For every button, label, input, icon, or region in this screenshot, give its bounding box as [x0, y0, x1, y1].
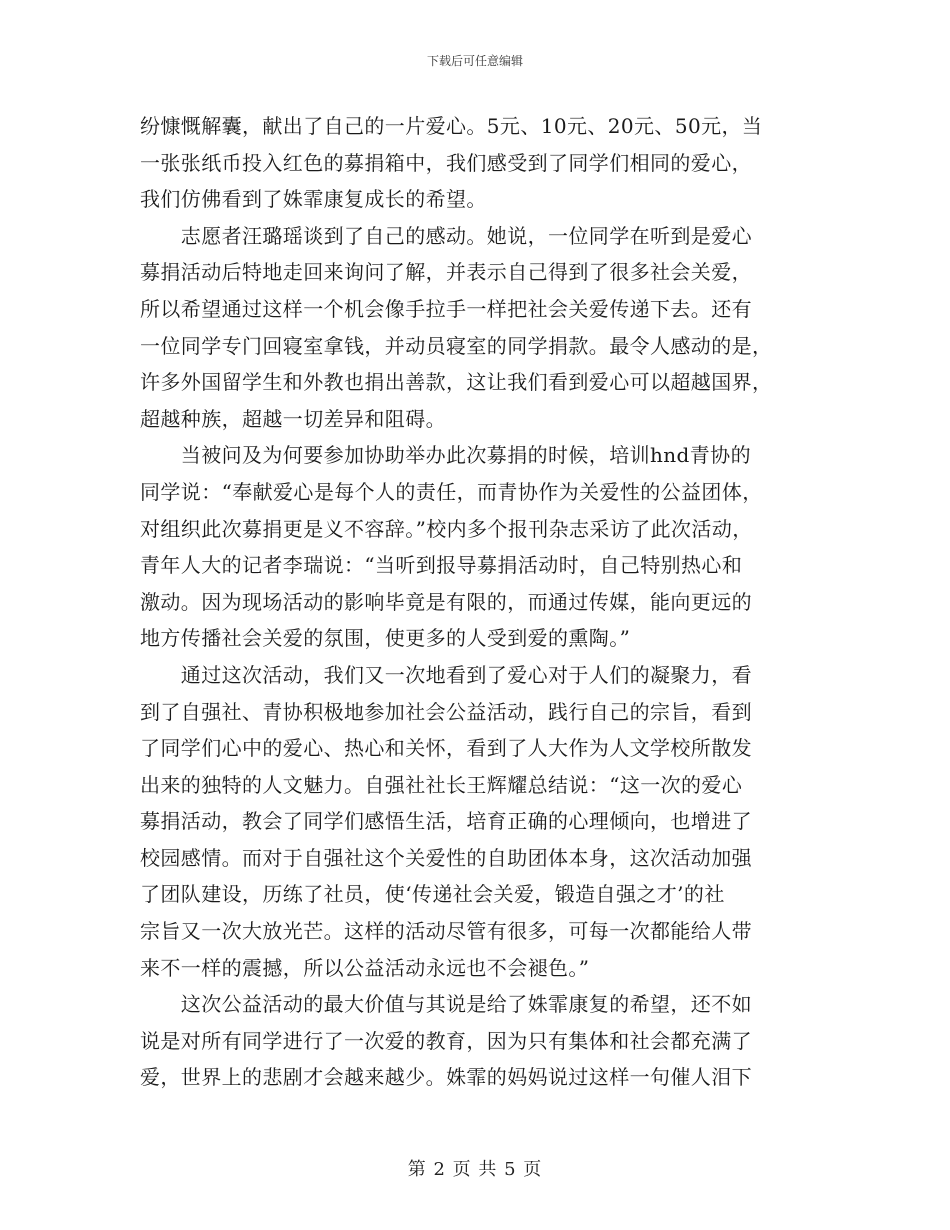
- paragraph-2: [140, 218, 808, 438]
- paragraph-4: [140, 657, 808, 986]
- text-line: 来不一样的震撼，所以公益活动永远也不会褪色。”: [140, 955, 590, 980]
- text-line: 志愿者汪璐瑶谈到了自己的感动。她说，一位同学在听到是爱心: [140, 223, 752, 248]
- text-line: 对组织此次募捐更是义不容辞。”校内多个报刊杂志采访了此次活动，: [140, 516, 753, 541]
- text-line: 这次公益活动的最大价值与其说是给了姝霏康复的希望，还不如: [140, 992, 752, 1017]
- paragraph-3: [140, 437, 808, 657]
- text-line: 通过这次活动，我们又一次地看到了爱心对于人们的凝聚力，看: [140, 662, 752, 687]
- text-line: 当被问及为何要参加协助举办此次募捐的时候，培训hnd青协的: [140, 443, 751, 468]
- text-line: 出来的独特的人文魅力。自强社社长王辉耀总结说：“这一次的爱心: [140, 772, 743, 797]
- page-header: 下载后可任意编辑: [426, 54, 523, 68]
- text-line: 募捐活动，教会了同学们感悟生活，培育正确的心理倾向，也增进了: [140, 809, 752, 834]
- text-line: 说是对所有同学进行了一次爱的教育，因为只有集体和社会都充满了: [140, 1028, 752, 1053]
- text-line: 一张张纸币投入红色的募捐箱中，我们感受到了同学们相同的爱心，: [140, 150, 752, 175]
- text-line: 激动。因为现场活动的影响毕竟是有限的，而通过传媒，能向更远的: [140, 589, 752, 614]
- text-line: 了同学们心中的爱心、热心和关怀，看到了人大作为人文学校所散发: [140, 736, 752, 761]
- text-line: 同学说：“奉献爱心是每个人的责任，而青协作为关爱性的公益团体，: [140, 479, 763, 504]
- text-line: 我们仿佛看到了姝霏康复成长的希望。: [140, 187, 487, 212]
- text-line: 募捐活动后特地走回来询问了解，并表示自己得到了很多社会关爱，: [140, 260, 752, 285]
- text-line: 超越种族，超越一切差异和阻碍。: [140, 406, 446, 431]
- text-line: 校园感情。而对于自强社这个关爱性的自助团体本身，这次活动加强: [140, 845, 752, 870]
- text-line: 许多外国留学生和外教也捐出善款，这让我们看到爱心可以超越国界，: [140, 370, 773, 395]
- text-line: 一位同学专门回寝室拿钱，并动员寝室的同学捐款。最令人感动的是，: [140, 333, 773, 358]
- text-line: 爱，世界上的悲剧才会越来越少。姝霏的妈妈说过这样一句催人泪下: [140, 1065, 752, 1090]
- document-body: [140, 108, 808, 1096]
- text-line: 所以希望通过这样一个机会像手拉手一样把社会关爱传递下去。还有: [140, 296, 752, 321]
- text-line: 地方传播社会关爱的氛围，使更多的人受到爱的熏陶。”: [140, 626, 631, 651]
- paragraph-5: [140, 986, 808, 1096]
- paragraph-1: [140, 108, 808, 218]
- text-line: 纷慷慨解囊，献出了自己的一片爱心。5元、10元、20元、50元，当: [140, 114, 763, 138]
- text-line: 青年人大的记者李瑞说：“当听到报导募捐活动时，自己特别热心和: [140, 553, 743, 578]
- text-line: 到了自强社、青协积极地参加社会公益活动，践行自己的宗旨，看到: [140, 699, 752, 724]
- page-number-footer: 第 2 页 共 5 页: [407, 1159, 543, 1180]
- text-line: 宗旨又一次大放光芒。这样的活动尽管有很多，可每一次都能给人带: [140, 919, 752, 944]
- text-line: 了团队建设，历练了社员，使‘传递社会关爱，锻造自强之才’的社: [140, 882, 725, 907]
